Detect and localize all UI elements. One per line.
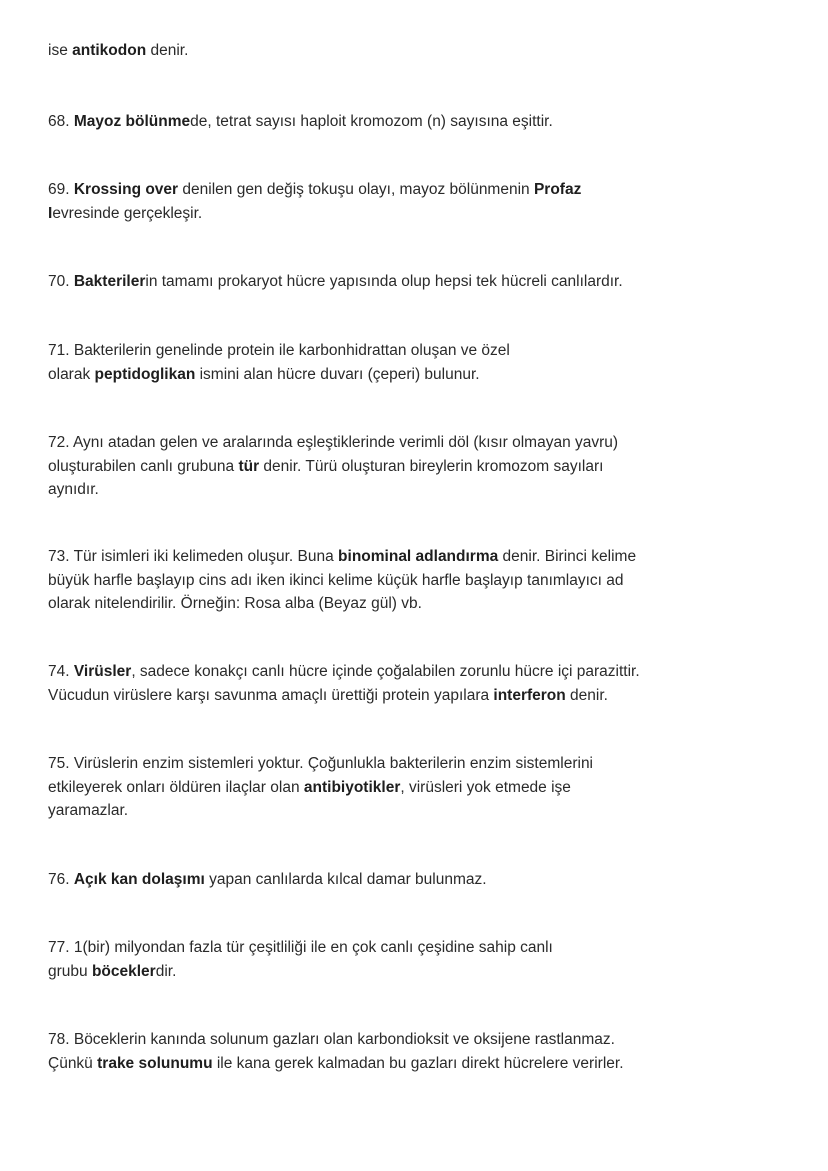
item-74: 74. Virüsler, sadece konakçı canlı hücre içinde çoğalabilen zorunlu hücre içi parazittir. Vücudun virüslere karşı savunma amaçlı ürettiği protein yapılara interferon denir.: [48, 663, 640, 704]
item-77: 77. 1(bir) milyondan fazla tür çeşitliliği ile en çok canlı çeşidine sahip canlı grubu böceklerdir.: [48, 939, 553, 980]
item-76: 76. Açık kan dolaşımı yapan canlılarda kılcal damar bulunmaz.: [48, 871, 487, 888]
item-78: 78. Böceklerin kanında solunum gazları olan karbondioksit ve oksijene rastlanmaz. Çünkü trake solunumu ile kana gerek kalmadan bu gazları direkt hücrelere verirler.: [48, 1031, 624, 1072]
intro-text: ise antikodon denir.: [48, 42, 189, 59]
item-70: 70. Bakterilerin tamamı prokaryot hücre yapısında olup hepsi tek hücreli canlılardır.: [48, 273, 623, 290]
item-72: 72. Aynı atadan gelen ve aralarında eşleştiklerinde verimli döl (kısır olmayan yavru) oluşturabilen canlı grubuna tür denir. Türü oluşturan bireylerin kromozom sayıları aynıdır.: [48, 434, 619, 498]
item-75: 75. Virüslerin enzim sistemleri yoktur. Çoğunlukla bakterilerin enzim sistemlerini etkileyerek onları öldüren ilaçlar olan antibiyotikler, virüsleri yok etmede işe yaramazlar.: [48, 755, 594, 819]
item-68: 68. Mayoz bölünmede, tetrat sayısı haploit kromozom (n) sayısına eşittir.: [48, 113, 553, 130]
item-69: 69. Krossing over denilen gen değiş tokuşu olayı, mayoz bölünmenin Profaz Ievresinde gerçekleşir.: [48, 181, 582, 222]
item-73: 73. Tür isimleri iki kelimeden oluşur. Buna binominal adlandırma denir. Birinci kelime büyük harfle başlayıp cins adı iken ikinci kelime küçük harfle başlayıp tanımlayıcı ad olarak nitelendirilir. Örneğin: Rosa alba (Beyaz gül) vb.: [48, 548, 637, 612]
item-71: 71. Bakterilerin genelinde protein ile karbonhidrattan oluşan ve özel olarak peptidoglikan ismini alan hücre duvarı (çeperi) bulunur.: [48, 342, 510, 383]
